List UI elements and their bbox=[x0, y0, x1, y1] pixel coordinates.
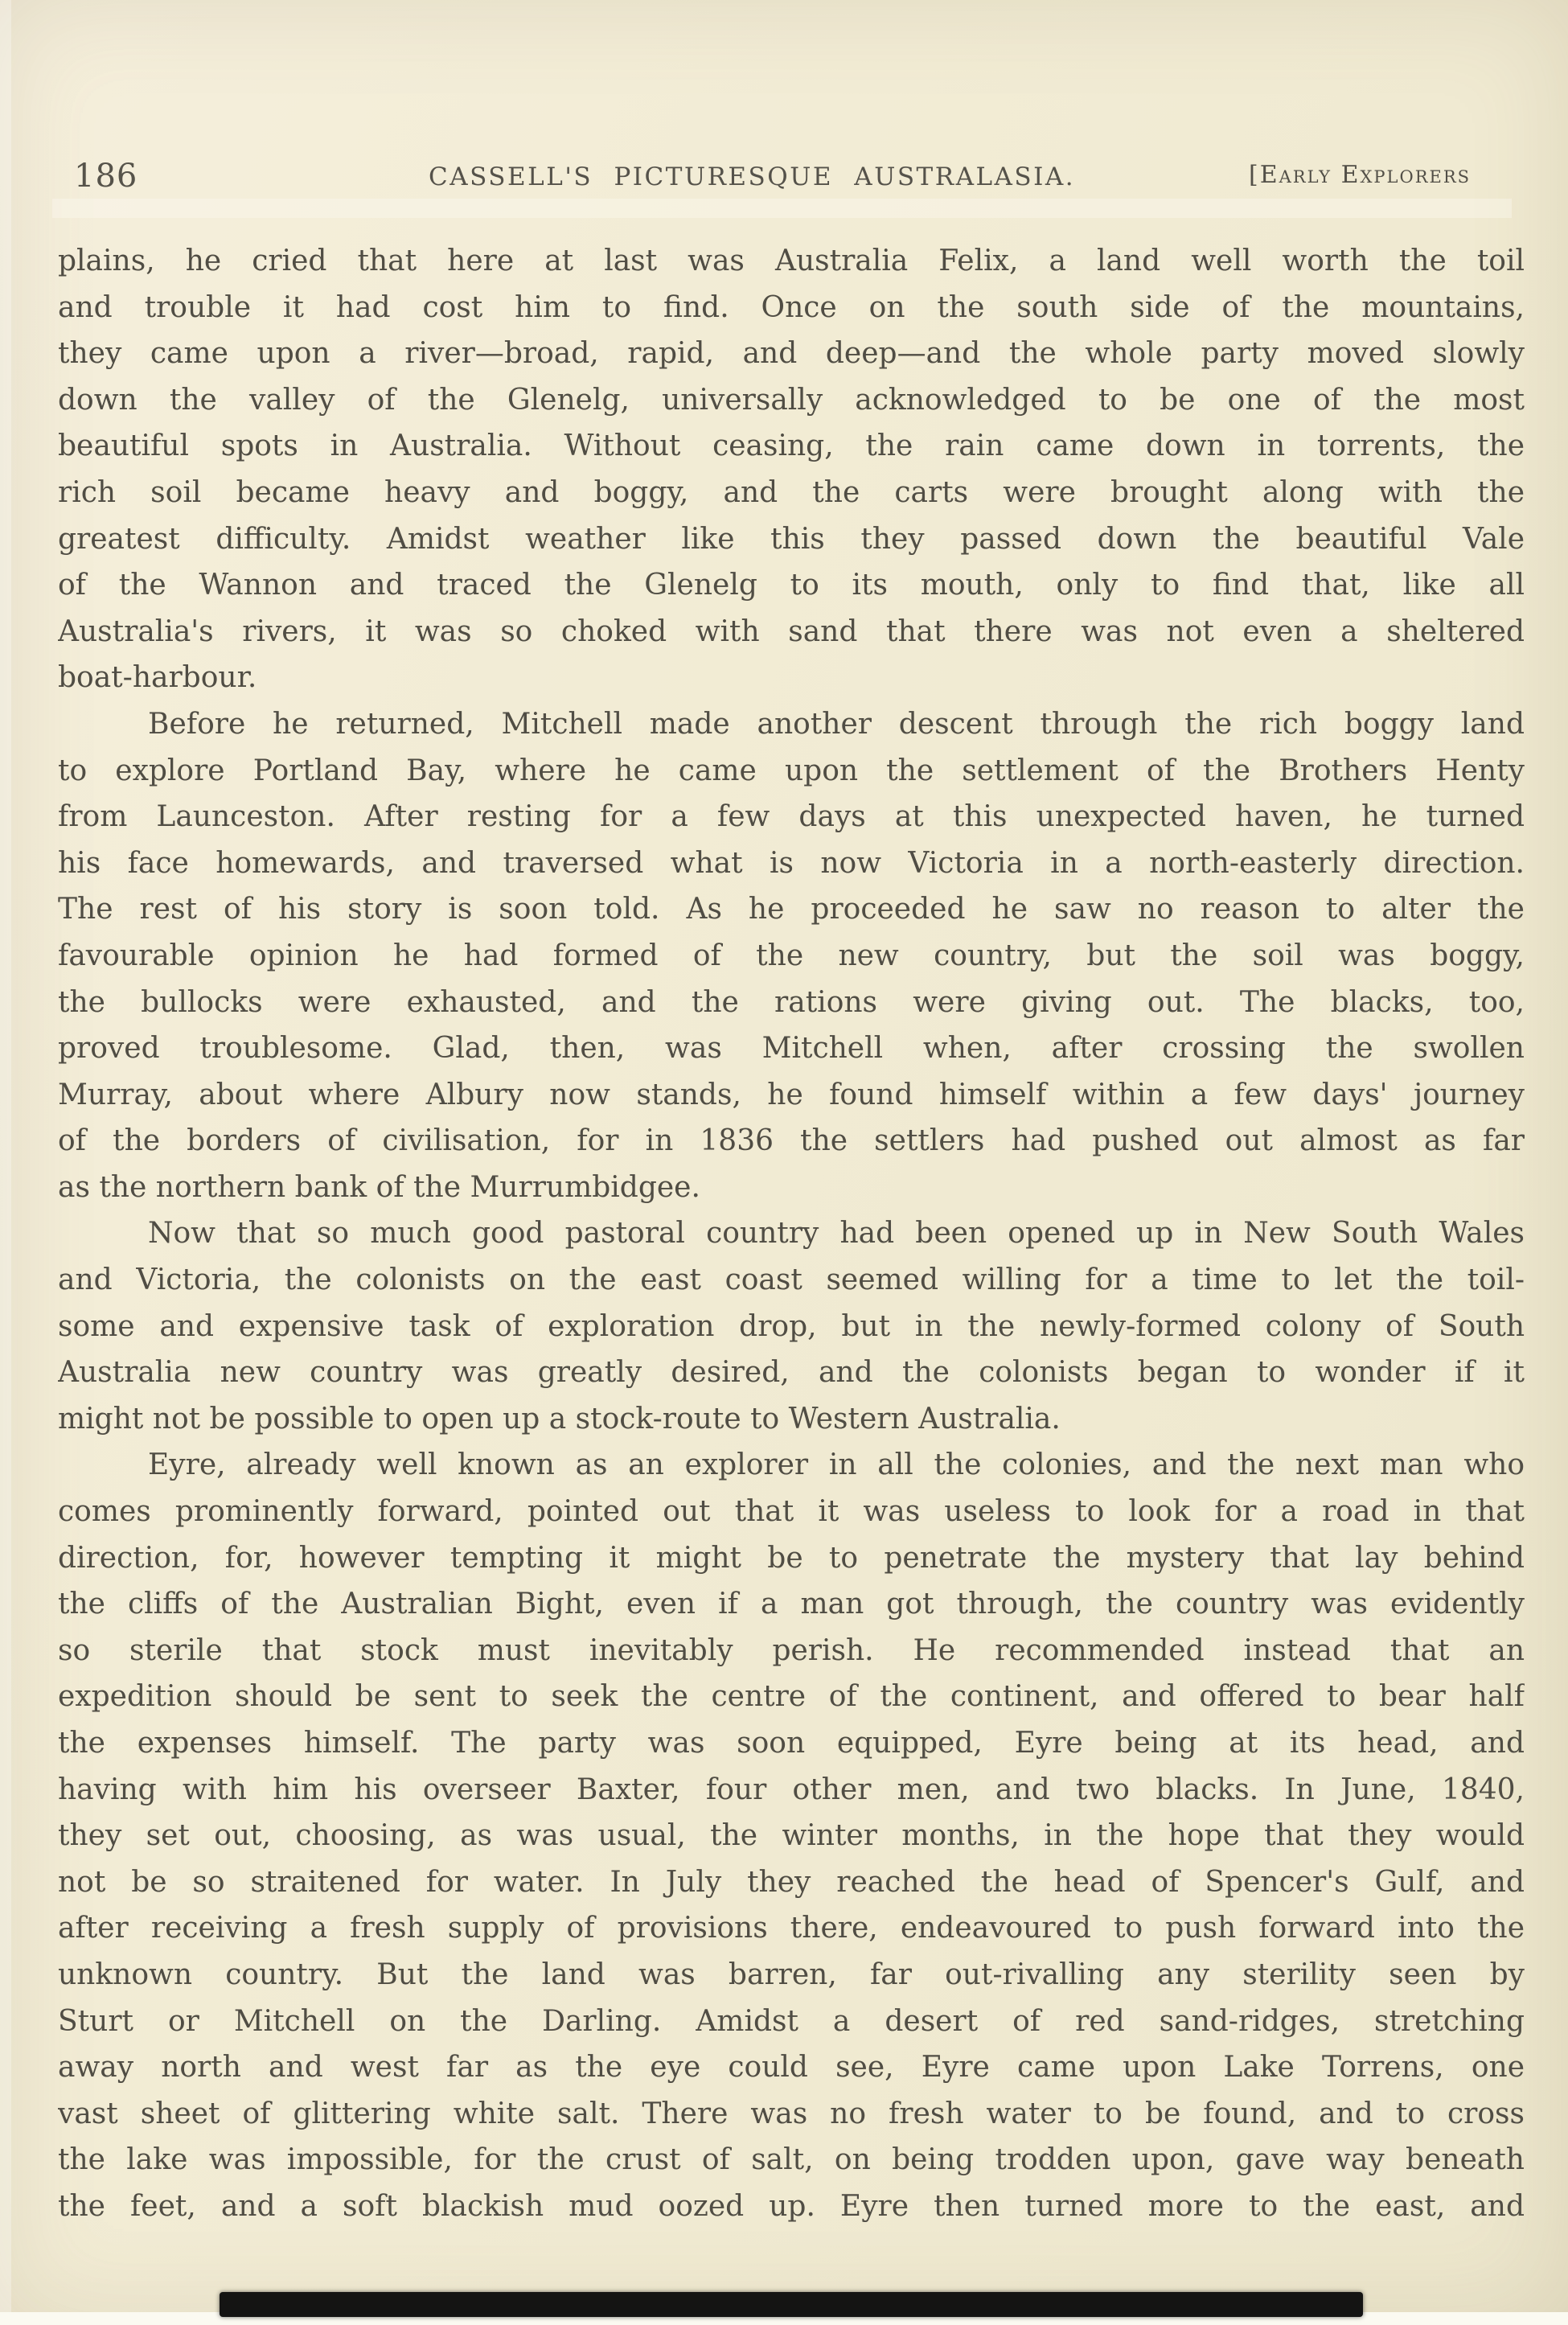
text-block bbox=[58, 238, 1525, 2230]
text-line: of the borders of civilisation, for in 1836 the settlers had pushed out almost as far bbox=[58, 1124, 1525, 1158]
text-line: expedition should be sent to seek the centre of the continent, and offered to bear half bbox=[58, 1680, 1525, 1714]
text-line: proved troublesome. Glad, then, was Mitchell when, after crossing the swollen bbox=[58, 1032, 1525, 1066]
text-line: and trouble it had cost him to find. Once on the south side of the mountains, bbox=[58, 290, 1525, 324]
page-left-edge-highlight bbox=[0, 0, 11, 2325]
text-line: the expenses himself. The party was soon equipped, Eyre being at its head, and bbox=[58, 1727, 1525, 1760]
text-line: the feet, and a soft blackish mud oozed up. Eyre then turned more to the east, and bbox=[58, 2189, 1525, 2223]
text-line: Australia new country was greatly desired, and the colonists began to wonder if it bbox=[58, 1356, 1525, 1390]
running-title: CASSELL'S PICTURESQUE AUSTRALASIA. bbox=[429, 162, 1076, 191]
text-line: Before he returned, Mitchell made another descent through the rich boggy land bbox=[148, 707, 1525, 741]
text-line: unknown country. But the land was barren, far out-rivalling any sterility seen by bbox=[58, 1957, 1525, 1991]
text-line: direction, for, however tempting it might be to penetrate the mystery that lay behind bbox=[58, 1541, 1525, 1575]
paragraph bbox=[58, 701, 1525, 1211]
text-line: favourable opinion he had formed of the new country, but the soil was boggy, bbox=[58, 939, 1525, 972]
text-line: Murray, about where Albury now stands, he found himself within a few days' journey bbox=[58, 1078, 1525, 1111]
text-line: they came upon a river—broad, rapid, and deep—and the whole party moved slowly bbox=[58, 337, 1525, 371]
text-line: vast sheet of glittering white salt. There was no fresh water to be found, and to cross bbox=[58, 2097, 1525, 2130]
text-line: Sturt or Mitchell on the Darling. Amidst a desert of red sand-ridges, stretching bbox=[58, 2004, 1525, 2038]
text-line: having with him his overseer Baxter, four other men, and two blacks. In June, 1840, bbox=[58, 1773, 1525, 1806]
text-line: not be so straitened for water. In July they reached the head of Spencer's Gulf, and bbox=[58, 1865, 1525, 1899]
text-line: Eyre, already well known as an explorer in all the colonies, and the next man who bbox=[148, 1448, 1525, 1482]
text-line: so sterile that stock must inevitably perish. He recommended instead that an bbox=[58, 1633, 1525, 1667]
text-line: away north and west far as the eye could see, Eyre came upon Lake Torrens, one bbox=[58, 2051, 1525, 2085]
text-line: from Launceston. After resting for a few days at this unexpected haven, he turned bbox=[58, 800, 1525, 834]
text-line: greatest difficulty. Amidst weather like this they passed down the beautiful Vale bbox=[58, 522, 1525, 556]
page-number: 186 bbox=[74, 158, 138, 195]
text-line: boat-harbour. bbox=[58, 661, 257, 695]
text-line: the bullocks were exhausted, and the rations were giving out. The blacks, too, bbox=[58, 985, 1525, 1019]
text-line: as the northern bank of the Murrumbidgee. bbox=[58, 1170, 700, 1204]
text-line: his face homewards, and traversed what is now Victoria in a north-easterly direction. bbox=[58, 846, 1525, 880]
text-line: to explore Portland Bay, where he came upon the settlement of the Brothers Henty bbox=[58, 754, 1525, 787]
text-line: and Victoria, the colonists on the east coast seemed willing for a time to let the toil- bbox=[58, 1263, 1525, 1297]
paragraph bbox=[58, 238, 1525, 701]
text-line: the lake was impossible, for the crust of salt, on being trodden upon, gave way beneath bbox=[58, 2143, 1525, 2177]
text-line: after receiving a fresh supply of provisions there, endeavoured to push forward into the bbox=[58, 1912, 1525, 1945]
scan-light-band bbox=[52, 199, 1512, 218]
scan-bottom-bar bbox=[220, 2292, 1363, 2317]
text-line: some and expensive task of exploration drop, but in the newly-formed colony of South bbox=[58, 1309, 1525, 1343]
text-line: comes prominently forward, pointed out that it was useless to look for a road in that bbox=[58, 1495, 1525, 1529]
text-line: might not be possible to open up a stock-route to Western Australia. bbox=[58, 1402, 1061, 1436]
text-line: rich soil became heavy and boggy, and the carts were brought along with the bbox=[58, 475, 1525, 509]
paragraph bbox=[58, 1210, 1525, 1442]
text-line: down the valley of the Glenelg, universally acknowledged to be one of the most bbox=[58, 383, 1525, 417]
text-line: of the Wannon and traced the Glenelg to its mouth, only to find that, like all bbox=[58, 569, 1525, 602]
text-line: beautiful spots in Australia. Without ceasing, the rain came down in torrents, the bbox=[58, 429, 1525, 463]
text-line: the cliffs of the Australian Bight, even if a man got through, the country was evidently bbox=[58, 1588, 1525, 1621]
text-line: The rest of his story is soon told. As he proceeded he saw no reason to alter the bbox=[58, 893, 1525, 926]
text-line: Now that so much good pastoral country had been opened up in New South Wales bbox=[148, 1217, 1525, 1251]
paragraph bbox=[58, 1442, 1525, 2229]
text-line: they set out, choosing, as was usual, the winter months, in the hope that they would bbox=[58, 1819, 1525, 1853]
text-line: plains, he cried that here at last was Australia Felix, a land well worth the toil bbox=[58, 244, 1525, 277]
text-line: Australia's rivers, it was so choked with sand that there was not even a sheltered bbox=[58, 614, 1525, 648]
section-label: [Early Explorers bbox=[1249, 161, 1472, 189]
